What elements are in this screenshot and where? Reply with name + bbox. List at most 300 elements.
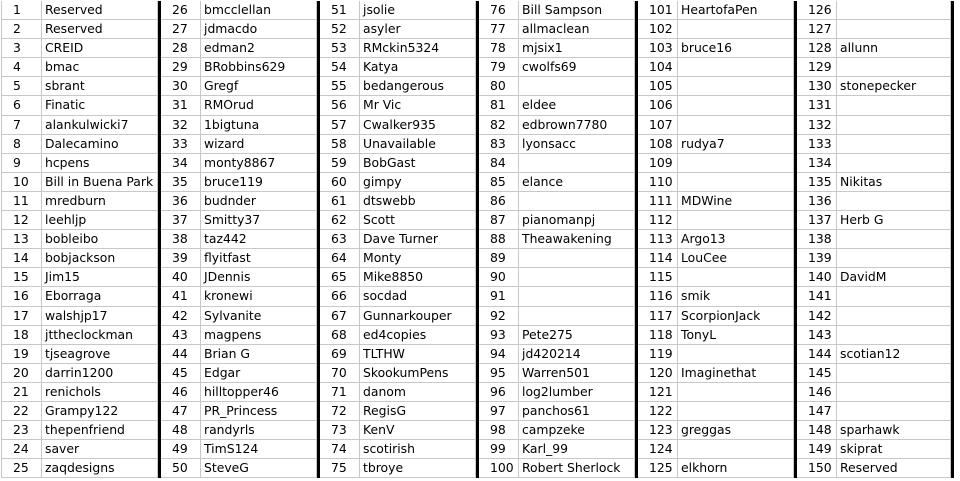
number-cell[interactable]: 74 (320, 440, 360, 459)
number-cell[interactable]: 116 (638, 287, 678, 306)
name-cell[interactable] (837, 1, 951, 20)
name-cell[interactable] (837, 154, 951, 173)
name-cell[interactable]: jd420214 (519, 345, 635, 364)
name-cell[interactable] (837, 287, 951, 306)
number-cell[interactable]: 33 (161, 135, 201, 154)
number-cell[interactable]: 77 (479, 20, 519, 39)
name-cell[interactable]: Warren501 (519, 364, 635, 383)
name-cell[interactable]: tjseagrove (42, 345, 158, 364)
number-cell[interactable]: 101 (638, 1, 678, 20)
number-cell[interactable]: 54 (320, 58, 360, 77)
name-cell[interactable]: bmac (42, 58, 158, 77)
name-cell[interactable]: panchos61 (519, 402, 635, 421)
name-cell[interactable]: Monty (360, 249, 476, 268)
name-cell[interactable]: taz442 (201, 230, 317, 249)
number-cell[interactable]: 29 (161, 58, 201, 77)
name-cell[interactable]: Grampy122 (42, 402, 158, 421)
name-cell[interactable]: edman2 (201, 39, 317, 58)
number-cell[interactable]: 6 (2, 96, 42, 115)
name-cell[interactable]: Bill in Buena Park (42, 173, 158, 192)
name-cell[interactable]: RMOrud (201, 96, 317, 115)
number-cell[interactable]: 50 (161, 459, 201, 478)
number-cell[interactable]: 27 (161, 20, 201, 39)
name-cell[interactable]: lyonsacc (519, 135, 635, 154)
name-cell[interactable]: 1bigtuna (201, 116, 317, 135)
number-cell[interactable]: 52 (320, 20, 360, 39)
name-cell[interactable]: Edgar (201, 364, 317, 383)
number-cell[interactable]: 25 (2, 459, 42, 478)
name-cell[interactable]: allmaclean (519, 20, 635, 39)
number-cell[interactable]: 123 (638, 421, 678, 440)
number-cell[interactable]: 79 (479, 58, 519, 77)
number-cell[interactable]: 43 (161, 326, 201, 345)
number-cell[interactable]: 148 (797, 421, 837, 440)
name-cell[interactable]: Katya (360, 58, 476, 77)
number-cell[interactable]: 23 (2, 421, 42, 440)
name-cell[interactable]: bmcclellan (201, 1, 317, 20)
name-cell[interactable]: elkhorn (678, 459, 794, 478)
name-cell[interactable]: skiprat (837, 440, 951, 459)
number-cell[interactable]: 47 (161, 402, 201, 421)
number-cell[interactable]: 142 (797, 307, 837, 326)
number-cell[interactable]: 1 (2, 1, 42, 20)
number-cell[interactable]: 3 (2, 39, 42, 58)
name-cell[interactable]: dtswebb (360, 192, 476, 211)
number-cell[interactable]: 103 (638, 39, 678, 58)
name-cell[interactable]: sparhawk (837, 421, 951, 440)
number-cell[interactable]: 66 (320, 287, 360, 306)
number-cell[interactable]: 144 (797, 345, 837, 364)
number-cell[interactable]: 46 (161, 383, 201, 402)
number-cell[interactable]: 8 (2, 135, 42, 154)
name-cell[interactable]: Scott (360, 211, 476, 230)
number-cell[interactable]: 37 (161, 211, 201, 230)
number-cell[interactable]: 12 (2, 211, 42, 230)
number-cell[interactable]: 41 (161, 287, 201, 306)
name-cell[interactable]: LouCee (678, 249, 794, 268)
name-cell[interactable] (678, 96, 794, 115)
number-cell[interactable]: 13 (2, 230, 42, 249)
number-cell[interactable]: 18 (2, 326, 42, 345)
number-cell[interactable]: 135 (797, 173, 837, 192)
number-cell[interactable]: 100 (479, 459, 519, 478)
number-cell[interactable]: 130 (797, 77, 837, 96)
number-cell[interactable]: 143 (797, 326, 837, 345)
number-cell[interactable]: 149 (797, 440, 837, 459)
number-cell[interactable]: 105 (638, 77, 678, 96)
name-cell[interactable]: Robert Sherlock (519, 459, 635, 478)
number-cell[interactable]: 85 (479, 173, 519, 192)
number-cell[interactable]: 119 (638, 345, 678, 364)
number-cell[interactable]: 136 (797, 192, 837, 211)
number-cell[interactable]: 145 (797, 364, 837, 383)
name-cell[interactable]: DavidM (837, 268, 951, 287)
number-cell[interactable]: 17 (2, 307, 42, 326)
name-cell[interactable]: SteveG (201, 459, 317, 478)
number-cell[interactable]: 7 (2, 116, 42, 135)
number-cell[interactable]: 48 (161, 421, 201, 440)
number-cell[interactable]: 121 (638, 383, 678, 402)
number-cell[interactable]: 110 (638, 173, 678, 192)
number-cell[interactable]: 104 (638, 58, 678, 77)
number-cell[interactable]: 88 (479, 230, 519, 249)
name-cell[interactable]: kronewi (201, 287, 317, 306)
name-cell[interactable]: jsolie (360, 1, 476, 20)
name-cell[interactable]: bedangerous (360, 77, 476, 96)
name-cell[interactable]: greggas (678, 421, 794, 440)
number-cell[interactable]: 61 (320, 192, 360, 211)
name-cell[interactable]: magpens (201, 326, 317, 345)
number-cell[interactable]: 138 (797, 230, 837, 249)
name-cell[interactable]: HeartofaPen (678, 1, 794, 20)
name-cell[interactable]: bruce16 (678, 39, 794, 58)
number-cell[interactable]: 87 (479, 211, 519, 230)
name-cell[interactable] (519, 249, 635, 268)
name-cell[interactable]: eldee (519, 96, 635, 115)
number-cell[interactable]: 4 (2, 58, 42, 77)
name-cell[interactable]: ScorpionJack (678, 307, 794, 326)
name-cell[interactable]: CREID (42, 39, 158, 58)
number-cell[interactable]: 20 (2, 364, 42, 383)
number-cell[interactable]: 73 (320, 421, 360, 440)
number-cell[interactable]: 62 (320, 211, 360, 230)
name-cell[interactable] (678, 402, 794, 421)
name-cell[interactable]: flyitfast (201, 249, 317, 268)
name-cell[interactable]: ed4copies (360, 326, 476, 345)
name-cell[interactable]: Eborraga (42, 287, 158, 306)
name-cell[interactable] (837, 326, 951, 345)
name-cell[interactable]: RegisG (360, 402, 476, 421)
name-cell[interactable]: Karl_99 (519, 440, 635, 459)
name-cell[interactable]: TimS124 (201, 440, 317, 459)
name-cell[interactable]: allunn (837, 39, 951, 58)
name-cell[interactable]: bobleibo (42, 230, 158, 249)
number-cell[interactable]: 15 (2, 268, 42, 287)
number-cell[interactable]: 40 (161, 268, 201, 287)
number-cell[interactable]: 129 (797, 58, 837, 77)
name-cell[interactable]: smik (678, 287, 794, 306)
name-cell[interactable]: Gunnarkouper (360, 307, 476, 326)
number-cell[interactable]: 10 (2, 173, 42, 192)
name-cell[interactable]: zaqdesigns (42, 459, 158, 478)
name-cell[interactable]: JDennis (201, 268, 317, 287)
name-cell[interactable]: BobGast (360, 154, 476, 173)
name-cell[interactable]: Brian G (201, 345, 317, 364)
number-cell[interactable]: 67 (320, 307, 360, 326)
number-cell[interactable]: 68 (320, 326, 360, 345)
number-cell[interactable]: 109 (638, 154, 678, 173)
name-cell[interactable]: TonyL (678, 326, 794, 345)
number-cell[interactable]: 9 (2, 154, 42, 173)
name-cell[interactable]: mredburn (42, 192, 158, 211)
number-cell[interactable]: 97 (479, 402, 519, 421)
name-cell[interactable]: alankulwicki7 (42, 116, 158, 135)
name-cell[interactable]: edbrown7780 (519, 116, 635, 135)
number-cell[interactable]: 83 (479, 135, 519, 154)
number-cell[interactable]: 34 (161, 154, 201, 173)
name-cell[interactable] (678, 154, 794, 173)
number-cell[interactable]: 5 (2, 77, 42, 96)
name-cell[interactable] (678, 20, 794, 39)
number-cell[interactable]: 126 (797, 1, 837, 20)
name-cell[interactable]: budnder (201, 192, 317, 211)
name-cell[interactable]: jttheclockman (42, 326, 158, 345)
name-cell[interactable]: leehljp (42, 211, 158, 230)
number-cell[interactable]: 147 (797, 402, 837, 421)
name-cell[interactable]: pianomanpj (519, 211, 635, 230)
name-cell[interactable]: Cwalker935 (360, 116, 476, 135)
name-cell[interactable]: sbrant (42, 77, 158, 96)
name-cell[interactable] (678, 345, 794, 364)
name-cell[interactable]: renichols (42, 383, 158, 402)
name-cell[interactable]: Finatic (42, 96, 158, 115)
name-cell[interactable]: KenV (360, 421, 476, 440)
number-cell[interactable]: 64 (320, 249, 360, 268)
name-cell[interactable]: Imaginethat (678, 364, 794, 383)
name-cell[interactable]: PR_Princess (201, 402, 317, 421)
number-cell[interactable]: 146 (797, 383, 837, 402)
number-cell[interactable]: 108 (638, 135, 678, 154)
number-cell[interactable]: 81 (479, 96, 519, 115)
number-cell[interactable]: 71 (320, 383, 360, 402)
name-cell[interactable]: Reserved (42, 20, 158, 39)
number-cell[interactable]: 42 (161, 307, 201, 326)
number-cell[interactable]: 60 (320, 173, 360, 192)
number-cell[interactable]: 51 (320, 1, 360, 20)
name-cell[interactable] (837, 116, 951, 135)
number-cell[interactable]: 114 (638, 249, 678, 268)
number-cell[interactable]: 63 (320, 230, 360, 249)
number-cell[interactable]: 14 (2, 249, 42, 268)
number-cell[interactable]: 128 (797, 39, 837, 58)
name-cell[interactable]: MDWine (678, 192, 794, 211)
name-cell[interactable]: darrin1200 (42, 364, 158, 383)
number-cell[interactable]: 21 (2, 383, 42, 402)
number-cell[interactable]: 84 (479, 154, 519, 173)
number-cell[interactable]: 86 (479, 192, 519, 211)
name-cell[interactable] (837, 383, 951, 402)
name-cell[interactable]: Smitty37 (201, 211, 317, 230)
number-cell[interactable]: 113 (638, 230, 678, 249)
name-cell[interactable] (837, 135, 951, 154)
name-cell[interactable]: Nikitas (837, 173, 951, 192)
name-cell[interactable] (678, 77, 794, 96)
number-cell[interactable]: 19 (2, 345, 42, 364)
name-cell[interactable] (837, 307, 951, 326)
number-cell[interactable]: 122 (638, 402, 678, 421)
number-cell[interactable]: 11 (2, 192, 42, 211)
name-cell[interactable]: Dave Turner (360, 230, 476, 249)
number-cell[interactable]: 45 (161, 364, 201, 383)
name-cell[interactable] (519, 287, 635, 306)
number-cell[interactable]: 30 (161, 77, 201, 96)
number-cell[interactable]: 102 (638, 20, 678, 39)
name-cell[interactable]: elance (519, 173, 635, 192)
name-cell[interactable]: TLTHW (360, 345, 476, 364)
name-cell[interactable]: Theawakening (519, 230, 635, 249)
number-cell[interactable]: 82 (479, 116, 519, 135)
name-cell[interactable]: cwolfs69 (519, 58, 635, 77)
name-cell[interactable]: socdad (360, 287, 476, 306)
name-cell[interactable]: Unavailable (360, 135, 476, 154)
number-cell[interactable]: 39 (161, 249, 201, 268)
number-cell[interactable]: 78 (479, 39, 519, 58)
number-cell[interactable]: 58 (320, 135, 360, 154)
name-cell[interactable]: danom (360, 383, 476, 402)
name-cell[interactable]: Mr Vic (360, 96, 476, 115)
number-cell[interactable]: 89 (479, 249, 519, 268)
name-cell[interactable] (678, 211, 794, 230)
name-cell[interactable] (519, 307, 635, 326)
name-cell[interactable]: Argo13 (678, 230, 794, 249)
number-cell[interactable]: 132 (797, 116, 837, 135)
number-cell[interactable]: 38 (161, 230, 201, 249)
number-cell[interactable]: 131 (797, 96, 837, 115)
number-cell[interactable]: 140 (797, 268, 837, 287)
name-cell[interactable]: Gregf (201, 77, 317, 96)
number-cell[interactable]: 106 (638, 96, 678, 115)
name-cell[interactable]: BRobbins629 (201, 58, 317, 77)
number-cell[interactable]: 94 (479, 345, 519, 364)
name-cell[interactable]: Sylvanite (201, 307, 317, 326)
name-cell[interactable]: randyrls (201, 421, 317, 440)
number-cell[interactable]: 65 (320, 268, 360, 287)
number-cell[interactable]: 107 (638, 116, 678, 135)
number-cell[interactable]: 137 (797, 211, 837, 230)
number-cell[interactable]: 96 (479, 383, 519, 402)
number-cell[interactable]: 141 (797, 287, 837, 306)
name-cell[interactable] (519, 77, 635, 96)
number-cell[interactable]: 57 (320, 116, 360, 135)
name-cell[interactable]: scotian12 (837, 345, 951, 364)
name-cell[interactable]: tbroye (360, 459, 476, 478)
name-cell[interactable]: thepenfriend (42, 421, 158, 440)
name-cell[interactable]: Dalecamino (42, 135, 158, 154)
name-cell[interactable] (519, 154, 635, 173)
number-cell[interactable]: 112 (638, 211, 678, 230)
number-cell[interactable]: 98 (479, 421, 519, 440)
name-cell[interactable]: gimpy (360, 173, 476, 192)
number-cell[interactable]: 95 (479, 364, 519, 383)
number-cell[interactable]: 139 (797, 249, 837, 268)
name-cell[interactable] (678, 440, 794, 459)
name-cell[interactable] (678, 173, 794, 192)
number-cell[interactable]: 72 (320, 402, 360, 421)
name-cell[interactable] (837, 249, 951, 268)
number-cell[interactable]: 24 (2, 440, 42, 459)
name-cell[interactable]: RMckin5324 (360, 39, 476, 58)
number-cell[interactable]: 26 (161, 1, 201, 20)
number-cell[interactable]: 99 (479, 440, 519, 459)
name-cell[interactable] (519, 268, 635, 287)
number-cell[interactable]: 56 (320, 96, 360, 115)
name-cell[interactable]: Bill Sampson (519, 1, 635, 20)
name-cell[interactable]: asyler (360, 20, 476, 39)
name-cell[interactable]: monty8867 (201, 154, 317, 173)
name-cell[interactable]: Reserved (837, 459, 951, 478)
number-cell[interactable]: 53 (320, 39, 360, 58)
name-cell[interactable]: Reserved (42, 1, 158, 20)
name-cell[interactable]: mjsix1 (519, 39, 635, 58)
name-cell[interactable] (678, 383, 794, 402)
number-cell[interactable]: 69 (320, 345, 360, 364)
number-cell[interactable]: 22 (2, 402, 42, 421)
number-cell[interactable]: 133 (797, 135, 837, 154)
name-cell[interactable]: rudya7 (678, 135, 794, 154)
number-cell[interactable]: 90 (479, 268, 519, 287)
number-cell[interactable]: 35 (161, 173, 201, 192)
name-cell[interactable]: SkookumPens (360, 364, 476, 383)
name-cell[interactable] (837, 192, 951, 211)
name-cell[interactable] (837, 20, 951, 39)
name-cell[interactable] (519, 192, 635, 211)
name-cell[interactable]: hcpens (42, 154, 158, 173)
name-cell[interactable] (837, 96, 951, 115)
number-cell[interactable]: 32 (161, 116, 201, 135)
name-cell[interactable]: walshjp17 (42, 307, 158, 326)
number-cell[interactable]: 111 (638, 192, 678, 211)
number-cell[interactable]: 150 (797, 459, 837, 478)
number-cell[interactable]: 75 (320, 459, 360, 478)
number-cell[interactable]: 55 (320, 77, 360, 96)
name-cell[interactable]: bobjackson (42, 249, 158, 268)
number-cell[interactable]: 76 (479, 1, 519, 20)
number-cell[interactable]: 115 (638, 268, 678, 287)
name-cell[interactable] (837, 402, 951, 421)
name-cell[interactable]: hilltopper46 (201, 383, 317, 402)
name-cell[interactable]: log2lumber (519, 383, 635, 402)
number-cell[interactable]: 118 (638, 326, 678, 345)
name-cell[interactable] (837, 364, 951, 383)
number-cell[interactable]: 120 (638, 364, 678, 383)
number-cell[interactable]: 127 (797, 20, 837, 39)
number-cell[interactable]: 70 (320, 364, 360, 383)
number-cell[interactable]: 2 (2, 20, 42, 39)
number-cell[interactable]: 91 (479, 287, 519, 306)
name-cell[interactable] (678, 58, 794, 77)
number-cell[interactable]: 92 (479, 307, 519, 326)
name-cell[interactable]: wizard (201, 135, 317, 154)
number-cell[interactable]: 124 (638, 440, 678, 459)
name-cell[interactable]: saver (42, 440, 158, 459)
name-cell[interactable] (678, 268, 794, 287)
number-cell[interactable]: 117 (638, 307, 678, 326)
number-cell[interactable]: 125 (638, 459, 678, 478)
name-cell[interactable] (837, 230, 951, 249)
name-cell[interactable]: Mike8850 (360, 268, 476, 287)
number-cell[interactable]: 134 (797, 154, 837, 173)
number-cell[interactable]: 44 (161, 345, 201, 364)
number-cell[interactable]: 93 (479, 326, 519, 345)
name-cell[interactable]: Jim15 (42, 268, 158, 287)
name-cell[interactable]: stonepecker (837, 77, 951, 96)
name-cell[interactable] (678, 116, 794, 135)
name-cell[interactable]: Pete275 (519, 326, 635, 345)
number-cell[interactable]: 49 (161, 440, 201, 459)
name-cell[interactable]: scotirish (360, 440, 476, 459)
name-cell[interactable] (837, 58, 951, 77)
number-cell[interactable]: 36 (161, 192, 201, 211)
number-cell[interactable]: 16 (2, 287, 42, 306)
name-cell[interactable]: jdmacdo (201, 20, 317, 39)
name-cell[interactable]: Herb G (837, 211, 951, 230)
name-cell[interactable]: campzeke (519, 421, 635, 440)
name-cell[interactable]: bruce119 (201, 173, 317, 192)
number-cell[interactable]: 80 (479, 77, 519, 96)
number-cell[interactable]: 28 (161, 39, 201, 58)
number-cell[interactable]: 59 (320, 154, 360, 173)
number-cell[interactable]: 31 (161, 96, 201, 115)
